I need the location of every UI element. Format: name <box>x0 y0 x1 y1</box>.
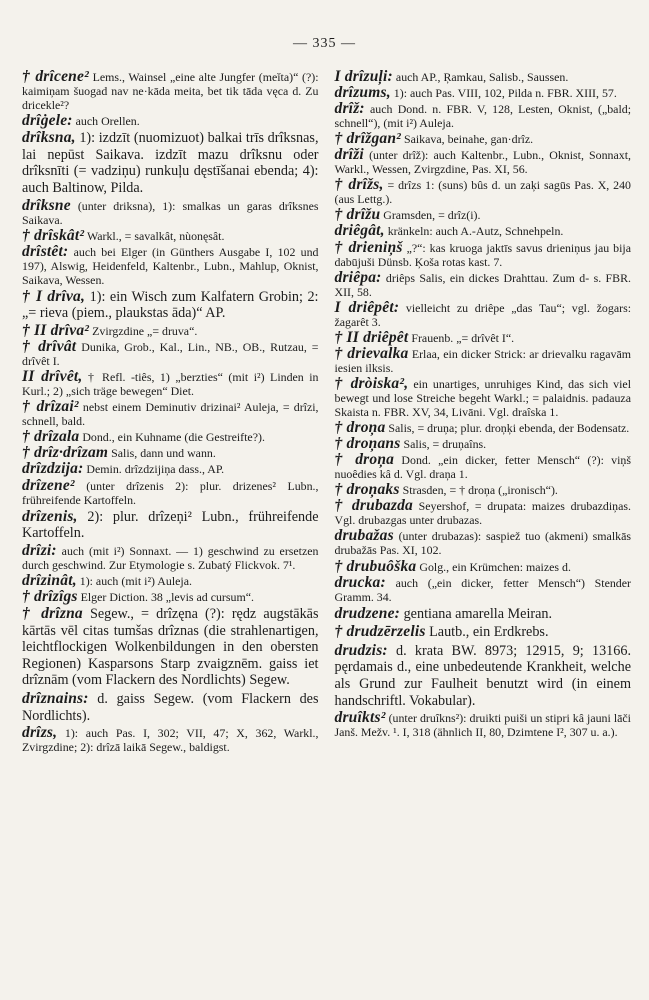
entry-text: (unter drîzenis 2): plur. drizenes² Lubn., frühreifende Kartoffeln. <box>22 478 319 507</box>
entry-text: auch bei Elger (in Günthers Ausgabe I, 102 und 197), Alswig, Heidenfeld, Kaltenbr., Lubn., Mahlup, Oknist, Saikava, Wessen. <box>22 244 319 287</box>
entry-headword: drîž: <box>334 100 365 118</box>
entry-headword: † droņa <box>334 451 395 469</box>
dictionary-entry <box>22 289 319 322</box>
entry-text: gentiana amarella Meiran. <box>400 605 553 622</box>
entry-text: Dond. „ein dicker, fetter Mensch“ (?): viņš nuoêdies kâ d. Vgl. draņa 1. <box>334 453 631 482</box>
entry-headword: † drievalka <box>334 344 409 362</box>
entry-headword: drîzi: <box>22 541 57 559</box>
entry-headword: I drîzuļi: <box>334 68 393 85</box>
entry-headword: drîzenis, <box>22 507 78 525</box>
left-column <box>22 70 319 986</box>
entry-text: ein unartiges, unruhiges Kind, das sich viel bewegt und lose Streiche begeht Warkl.; = palaidnis. padauza Skaista n. FBR. XV, 34, Livāni. Vgl. draîska 1. <box>334 376 631 420</box>
dictionary-entry <box>335 70 632 84</box>
entry-headword: drîzene² <box>22 476 75 494</box>
dictionary-entry <box>22 476 319 507</box>
dictionary-entry <box>334 328 632 346</box>
dictionary-entry <box>335 421 632 435</box>
page-number: — 335 — <box>293 36 356 51</box>
columns <box>22 70 631 986</box>
entry-text: Saikava, beinahe, gan·drîz. <box>401 132 534 147</box>
dictionary-entry <box>335 148 632 176</box>
entry-headword: † drubuôška <box>334 557 417 575</box>
entry-text: kränkeln: auch A.-Autz, Schnehpeln. <box>384 224 564 239</box>
entry-text: auch Orellen. <box>72 114 140 129</box>
entry-headword: † drîžs, <box>334 176 384 194</box>
dictionary-entry <box>22 114 319 128</box>
entry-headword: drîzdzija: <box>22 460 84 478</box>
entry-headword: † droņans <box>334 435 401 453</box>
entry-headword: † drîzala <box>22 428 80 446</box>
dictionary-entry <box>22 430 319 444</box>
entry-headword: druîkts² <box>334 709 386 727</box>
dictionary-entry <box>335 437 632 451</box>
dictionary-entry <box>22 571 319 589</box>
dictionary-entry <box>335 224 632 238</box>
entry-headword: † drudzērzelis <box>334 623 426 641</box>
entry-headword: II drîvêt, <box>22 368 83 386</box>
dictionary-entry <box>335 624 632 641</box>
entry-headword: † drîžu <box>334 206 381 224</box>
entry-headword: † II driêpêt <box>334 328 409 346</box>
entry-text: 1): auch Pas. I, 302; VII, 47; X, 362, Warkl., Zvirgzdine; 2): drîzā laikā Segew., baldigst. <box>22 726 319 755</box>
entry-text: Salis, dann und wann. <box>108 446 216 461</box>
entry-text: Zvirgzdine „= druva“. <box>89 324 198 339</box>
entry-headword: † drieniņš <box>334 238 403 256</box>
entry-text: auch („ein dicker, fetter Mensch“) Stender Gramm. 34. <box>334 575 631 604</box>
entry-headword: driêgât, <box>334 222 385 240</box>
entry-text: auch (mit i²) Sonnaxt. — 1) geschwind zu ersetzen durch geschwind. Zur Etymologie s. Zubatý Flickvok. 7¹. <box>22 543 319 572</box>
entry-text: nebst einem Deminutiv drizinai² Auleja, = drîzi, schnell, bald. <box>22 400 319 429</box>
dictionary-entry <box>335 102 632 130</box>
entry-text: (unter druîkns²): druikti puiši un stipri kâ jauni lāči Janš. Mežv. ¹. I, 318 (ähnlich II, 80, Dzimtene I², 307 u. a.). <box>334 711 631 740</box>
entry-text: Demin. drîzdzijiņa dass., AP. <box>83 462 225 477</box>
entry-headword: drîġele: <box>22 112 73 130</box>
entry-text: auch Dond. n. FBR. V, 128, Lesten, Oknist, („bald; schnell“), (mit i²) Auleja. <box>334 102 631 131</box>
entry-headword: drudzene: <box>334 604 401 622</box>
entry-text: Erlaa, ein dicker Strick: ar drievalku ragavām iesien ilksis. <box>334 346 631 375</box>
entry-headword: drîži <box>334 146 364 164</box>
dictionary-entry <box>335 453 632 481</box>
dictionary-entry <box>22 726 319 754</box>
entry-text: Golg., ein Krümchen: maizes d. <box>416 559 571 574</box>
entry-headword: † drîz·drîzam <box>22 444 109 462</box>
entry-headword: drîzinât, <box>22 571 77 589</box>
entry-headword: † I drîva, <box>22 287 86 305</box>
entry-headword: † II drîva² <box>22 322 90 340</box>
right-column <box>335 70 632 986</box>
entry-headword: drîksna, <box>22 129 76 147</box>
dictionary-entry <box>334 298 632 329</box>
entry-text: Elger Diction. 38 „levis ad cursum“. <box>77 589 254 604</box>
entry-text: auch AP., Ŗamkau, Salisb., Saussen. <box>392 70 569 84</box>
entry-headword: drubažas <box>334 527 394 545</box>
entry-text: d. gaiss Segew. (vom Flackern des Nordlichts). <box>22 690 319 724</box>
entry-text: Gramsden, = drîz(i). <box>380 208 481 223</box>
dictionary-entry <box>22 587 319 605</box>
entry-text: Dond., ein Kuhname (die Gestreifte?). <box>79 430 265 445</box>
dictionary-entry <box>22 541 319 572</box>
dictionary-entry <box>22 509 319 542</box>
entry-text: 2): plur. drîzeņi² Lubn., frühreifende Kartoffeln. <box>22 508 319 542</box>
entry-headword: drîzs, <box>22 724 58 742</box>
entry-text: Frauenb. „= drîvêt I“. <box>408 330 515 345</box>
dictionary-entry <box>22 340 319 368</box>
dictionary-entry <box>334 238 632 269</box>
dictionary-entry <box>22 370 319 398</box>
dictionary-entry <box>335 529 632 557</box>
entry-text: Seyershof, = drupata: maizes drubazdiņas. Vgl. drubazgas unter drubazas. <box>334 499 631 528</box>
entry-text: „?“: kas kruoga jaktīs savus drieniņus jau bija dabūjuši Dünsb. Ķoša rotas kast. 7. <box>334 240 631 269</box>
entry-headword: drîstêt: <box>22 242 69 260</box>
entry-headword: † drîcene² <box>22 68 89 85</box>
dictionary-entry <box>335 208 632 222</box>
dictionary-entry <box>22 691 319 724</box>
dictionary-entry <box>335 606 632 623</box>
entry-text: Segew., = drîzęna (?): rędz augstākās kārtās vēl citas tumšas drîznas (die strahlenartigen, leichtflockigen Wolkenbildungen in den obersten Regionen) Kasparsons Starp zvaigznēm. gaiss iet drîznām (vom Flackern des Nordlichts) Segew. <box>22 605 319 689</box>
dictionary-entry <box>335 132 632 146</box>
entry-text: (unter drubazas): saspiež tuo (akmeni) smalkās drubažās Pas. XI, 102. <box>334 529 631 558</box>
entry-text: Dunika, Grob., Kal., Lin., NB., OB., Rutzau, = drîvêt I. <box>22 340 319 369</box>
entry-text: = drîzs 1: (suns) bûs d. un zaķi sagūs Pas. X, 240 (aus Lettg.). <box>334 178 631 207</box>
entry-text: vielleicht zu driêpe „das Tau“; vgl. žogars: žagarêt 3. <box>334 300 631 329</box>
entry-headword: drucka: <box>334 573 386 591</box>
dictionary-entry <box>22 446 319 460</box>
entry-headword: drîzums, <box>334 84 391 102</box>
entry-text: Lems., Wainsel „eine alte Jungfer (meĭta)“ (?): kaimiņam šuogad nav ne·kāda meita, bet tik tāda vęca d. Zu dricekle²? <box>22 70 319 113</box>
entry-headword: † droņa <box>334 419 386 437</box>
entry-text: † Refl. -tiês, 1) „berzties“ (mit i²) Linden in Kurl.; 2) „sich träge bewegen“ Diet. <box>22 370 319 399</box>
dictionary-entry <box>22 606 319 689</box>
entry-headword: † drîskât² <box>22 226 85 244</box>
entry-text: Lautb., ein Erdkrebs. <box>425 624 549 641</box>
dictionary-entry <box>334 268 632 299</box>
dictionary-entry <box>334 573 632 604</box>
dictionary-entry <box>335 178 632 206</box>
dictionary-entry <box>335 499 632 527</box>
entry-headword: driêpa: <box>334 268 382 286</box>
dictionary-entry <box>22 400 319 428</box>
entry-text: 1): izdzīt (nuomizuot) balkai trīs drîksnas, lai nepūst Saikava. izdzīt mazu drîksnu oder drîksnīti (= vadziņu) runkuļu dęstīšanai ebenda; 4): auch Baltinow, Pilda. <box>22 130 319 196</box>
entry-headword: † drîvât <box>22 338 77 356</box>
entry-headword: drîznains: <box>22 689 89 707</box>
entry-text: (unter drîž): auch Kaltenbr., Lubn., Oknist, Sonnaxt, Warkl., Wessen, Zvirgzdine, Pas. XI, 56. <box>334 148 631 177</box>
entry-text: d. krata BW. 8973; 12915, 9; 13166. pęrdamais d., eine unbedeutende Krankheit, welche als Grund zur Faulheit benutzt wird (in einem handschriftl. Vokabular). <box>334 642 631 709</box>
entry-headword: I driêpêt: <box>334 298 400 316</box>
entry-headword: † drîzîgs <box>22 587 78 605</box>
entry-text: Salis, = druņaîns. <box>400 437 487 452</box>
dictionary-entry <box>22 462 319 476</box>
dictionary-entry <box>22 242 319 287</box>
entry-headword: drîksne <box>22 196 71 214</box>
entry-text: Warkl., = savalkât, nùonęsât. <box>84 228 225 243</box>
dictionary-entry <box>22 324 319 338</box>
entry-headword: † drîzna <box>22 604 83 622</box>
entry-text: 1): ein Wisch zum Kalfatern Grobin; 2: „= rieva (piem., plaukstas āda)“ AP. <box>22 288 319 322</box>
dictionary-entry <box>335 711 632 739</box>
dictionary-entry <box>334 374 632 420</box>
entry-headword: † droņaks <box>334 481 400 499</box>
dictionary-entry <box>22 70 319 112</box>
entry-text: 1): auch Pas. VIII, 102, Pilda n. FBR. XIII, 57. <box>390 86 617 101</box>
dictionary-entry <box>22 196 319 227</box>
entry-headword: drudzis: <box>334 641 388 659</box>
entry-text: (unter driksna), 1): smalkas un garas drîksnes Saikava. <box>22 198 319 227</box>
entry-text: Salis, = druņa; plur. droņķi ebenda, der Bodensatz. <box>385 421 630 436</box>
entry-headword: † drubazda <box>334 497 413 515</box>
dictionary-entry <box>334 344 632 375</box>
dictionary-entry <box>335 643 632 709</box>
entry-headword: † drîžgan² <box>334 130 402 148</box>
entry-text: driêps Salis, ein dickes Drahttau. Zum d- s. FBR. XII, 58. <box>334 270 631 299</box>
dictionary-entry <box>335 86 632 100</box>
dictionary-entry <box>22 226 319 244</box>
entry-text: 1): auch (mit i²) Auleja. <box>76 573 192 588</box>
entry-headword: † drîzai² <box>22 398 79 416</box>
entry-headword: † dròiska², <box>334 374 409 392</box>
dictionary-entry <box>335 483 632 497</box>
entry-text: Strasden, = † droņa („ironisch“). <box>399 483 558 498</box>
dictionary-entry <box>22 130 319 196</box>
dictionary-entry <box>334 557 632 575</box>
